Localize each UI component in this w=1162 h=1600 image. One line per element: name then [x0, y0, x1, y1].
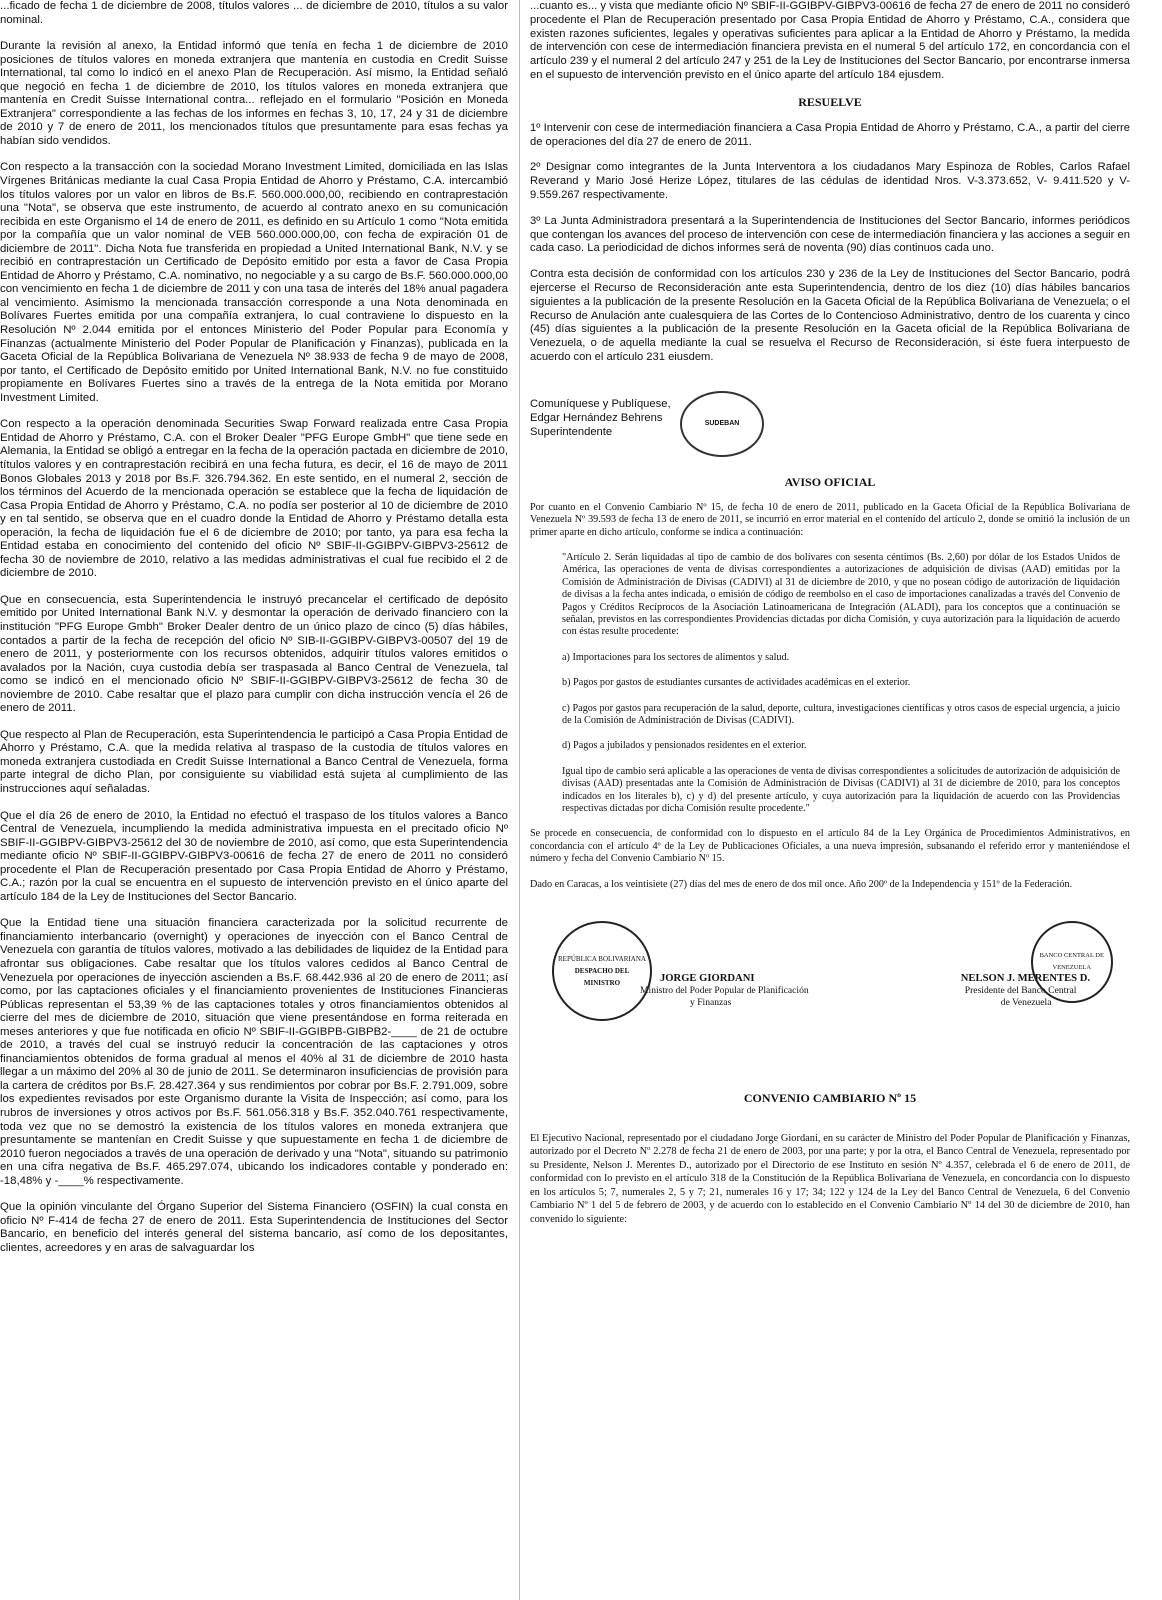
article-item-c: c) Pagos por gastos para recuperación de la salud, deporte, cultura, investigaciones científicas y otros casos de especial urgencia, a juicio de la Comisión de Administración de Divisas (CADIVI). [562, 702, 1120, 727]
left-column [0, 0, 508, 1600]
aviso-heading: AVISO OFICIAL [784, 474, 876, 489]
aviso-intro: Por cuanto en el Convenio Cambiario Nº 15, de fecha 10 de enero de 2011, publicado en la Gaceta Oficial de la República Bolivariana de Venezuela Nº 39.593 de fecha 13 de enero de 2011, se incurrió en error material en el contenido del artículo 2, donde se omitió la inclusión de un primer aparte en dicho artículo, conforme se indica a continuación: [530, 501, 1130, 538]
convenio-heading: CONVENIO CAMBIARIO Nº 15 [743, 1091, 917, 1106]
bcv-seal-text: BANCO CENTRAL DE VENEZUELA [1039, 952, 1104, 972]
right-column [530, 0, 1130, 1600]
left-signatory-title-1: Ministro del Poder Popular de Planificación [640, 985, 809, 997]
ministry-seal-text-1: DESPACHO DEL [574, 967, 630, 976]
resolution-section [530, 0, 1130, 439]
ministry-seal-text-3: REPÚBLICA BOLIVARIANA [558, 955, 646, 964]
sudeban-stamp [680, 391, 764, 457]
left-paragraph-4: Con respecto a la operación denominada Securities Swap Forward realizada entre Casa Propia Entidad de Ahorro y Préstamo, C.A. con el Broker Dealer "PFG Europe GmbH" que tiene sede en Alemania, la Entidad se obligó a entregar en la fecha de la operación pactada en diciembre de 2010, títulos valores y en contraprestación recibirá en una fecha futura, es decir, el 16 de mayo de 2011 Bonos Globales 2013 y 2018 por Bs.F. 326.794.362. En este sentido, en el numeral 2, sección de los términos del Acuerdo de la mencionada operación se establece que la fecha de liquidación de Casa Propia Entidad de Ahorro y Préstamo, C.A. no podía ser posterior al 10 de diciembre de 2010 y en tal sentido, se observa que en el cuadro donde la Entidad de Ahorro y Préstamo detalla esta operación, la fecha de liquidación fue el 6 de diciembre de 2010; por tanto, ya para esa fecha la Entidad estaba en conocimiento del contenido del oficio Nº SBIF-II-GGIBPV-GIBPV3-25612 de fecha 30 de noviembre de 2010, relativo a las medidas administrativas el cual fue recibido el 2 de diciembre de 2010. [0, 418, 508, 580]
article-item-a: a) Importaciones para los sectores de alimentos y salud. [562, 651, 790, 663]
ministry-seal [552, 921, 652, 1021]
resolution-intro: ...cuanto es... y vista que mediante oficio Nº SBIF-II-GGIBPV-GIBPV3-00616 de fecha 27 de enero de 2011 no consideró procedente el Plan de Recuperación presentado por Casa Propia Entidad de Ahorro y Préstamo, C.A., considera que existen razones suficientes, legales y operativas suficientes para aplicar a la Entidad de Ahorro y Préstamo, la medida de intervención con cese de intermediación financiera prevista en el numeral 5 del artículo 172, en concordancia con el artículo 239 y el numeral 2 del artículo 247 y 251 de la Ley de Instituciones del Sector Bancario, por encontrarse inmersa en el supuesto de intervención previsto en el único aparte del artículo 184 ejusdem. [530, 0, 1130, 81]
left-paragraph-8: Que la Entidad tiene una situación financiera caracterizada por la solicitud recurrente de financiamiento interbancario (overnight) y operaciones de inyección con el Banco Central de Venezuela con garantía de títulos valores, motivado a las debilidades de liquidez de la Entidad para afrontar sus obligaciones. Cabe resaltar que los títulos valores cedidos al Banco Central de Venezuela por operaciones de inyección ascienden a Bs.F. 68.442.936 al 20 de enero de 2011; así como, por las captaciones oficiales y el financiamiento provenientes de Instituciones Financieras Públicas representan el 53,39 % de las captaciones totales y otros financiamientos obtenidos al cierre del mes de diciembre de 2010, situación que viene presentándose en forma reiterada en meses anteriores y que fue notificada en oficio Nº SBIF-II-GGIBPB-GIBPB2-____ de 21 de octubre de 2010, a través del cual se instruyó reducir la concentración de las captaciones y otros financiamientos obtenidos de forma gradual al menos el 40% al 31 de diciembre de 2010 hasta llegar a un máximo del 20% al 30 de junio de 2011. Se determinaron insuficiencias de provisión para la cartera de créditos por Bs.F. 28.427.364 y sus rendimientos por cobrar por Bs.F. 2.791.009, sobre los expedientes revisados por este Organismo durante la Visita de Inspección; así como, para los rubros de inversiones y otros activos por Bs.F. 561.056.318 y Bs.F. 352.040.761 respectivamente, toda vez que no se demostró la existencia de los títulos valores en moneda extranjera que presuntamente se mantenían en Credit Suisse y que supuestamente en fecha 1 de diciembre de 2010 fueron negociados a través de una operación de derivado y una "Nota", situando su patrimonio en una cifra negativa de Bs.F. 465.297.074, ubicando los indicadores contable y ponderado en: -18,48% y -____% respectivamente. [0, 917, 508, 1187]
resuelve-heading: RESUELVE [798, 94, 862, 109]
right-signatory-name: NELSON J. MERENTES D. [960, 973, 1090, 985]
right-signatory-title-2: de Venezuela [1000, 997, 1052, 1009]
signatory-title: Superintendente [530, 425, 613, 438]
left-paragraph-6: Que respecto al Plan de Recuperación, esta Superintendencia le participó a Casa Propia Entidad de Ahorro y Préstamo, C.A. que la medida relativa al traspaso de la custodia de títulos valores en moneda extranjera custodiada en Credit Suisse International a Banco Central de Venezuela, forma parte integral de dicho Plan, por consiguiente su viabilidad está sujeta al cumplimiento de las instrucciones aquí señaladas. [0, 728, 508, 795]
right-signatory-title-1: Presidente del Banco Central [964, 985, 1077, 997]
sudeban-stamp-text: SUDEBAN [704, 419, 740, 427]
bcv-seal [1031, 921, 1113, 1003]
ministry-seal-text-2: MINISTRO [583, 979, 621, 988]
left-paragraph-1: ...ficado de fecha 1 de diciembre de 2008, títulos valores ... de diciembre de 2010, títulos a su valor nominal. [0, 0, 508, 26]
signature-line: Comuníquese y Publíquese, [530, 397, 671, 410]
aviso-quoted-article [562, 552, 1120, 816]
left-paragraph-5: Que en consecuencia, esta Superintendencia le instruyó precancelar el certificado de depósito emitido por United International Bank N.V. y desmontar la operación de derivado financiero con la institución "PFG Europe Gmbh" Broker Dealer dentro de un único plazo de cinco (5) días hábiles, contados a partir de la fecha de recepción del oficio Nº SIB-II-GGIBPV-GIBPV3-00507 del 19 de enero de 2011, y posteriormente con los recursos obtenidos, adquirir títulos valores emitidos o avalados por la Nación, cuya custodia debía ser traspasada al Banco Central de Venezuela, tal como se indicó en el mencionado oficio Nº SBIF-II-GGIBPV-GIBPV3-25612 de fecha 30 de noviembre de 2010. Cabe resaltar que el plazo para cumplir con dicha instrucción vencía el 26 de enero de 2011. [0, 593, 508, 715]
signatories [530, 921, 1130, 1031]
superintendent-signature [530, 397, 1130, 439]
article-2-text: "Artículo 2. Serán liquidadas al tipo de cambio de dos bolívares con sesenta céntimos (Bs. 2,60) por dólar de los Estados Unidos de América, las operaciones de venta de divisas correspondientes a autorizaciones de adquisición de divisas (AAD) emitidas por la Comisión de Administración de Divisas (CADIVI) al 31 de diciembre de 2010, y que no posean código de autorización de liquidación de divisas a la fecha antes indicada, o emisión de código de reembolso en el caso de importaciones canalizadas a través del Convenio de Pagos y Créditos Recíprocos de la Asociación Latinoamericana de Integración (ALADI), para los conceptos que a continuación se señalan, previstos en las correspondientes Providencias dictadas por dicha Comisión, y cuya autorización para la liquidación de acuerdo con éstas resulte procedente: [562, 551, 1120, 638]
left-signatory-name: JORGE GIORDANI [660, 973, 755, 985]
left-signatory-title-2: y Finanzas [690, 997, 732, 1009]
aviso-consequence: Se procede en consecuencia, de conformidad con lo dispuesto en el artículo 84 de la Ley Orgánica de Procedimientos Administrativos, en concordancia con el artículo 4º de la Ley de Publicaciones Oficiales, a una nueva impresión, subsanando el referido error y manteniéndose el número y fecha del Convenio Cambiario Nº 15. [530, 828, 1130, 865]
left-paragraph-9: Que la opinión vinculante del Órgano Superior del Sistema Financiero (OSFIN) la cual consta en oficio Nº F-414 de fecha 27 de enero de 2011. Esta Superintendencia de Instituciones del Sector Bancario, en beneficio del interés general del sistema bancario, así como de los depositantes, clientes, acreedores y en aras de salvaguardar los [0, 1201, 508, 1254]
resuelve-recourse: Contra esta decisión de conformidad con los artículos 230 y 236 de la Ley de Instituciones del Sector Bancario, podrá ejercerse el Recurso de Reconsideración ante esta Superintendencia, dentro de los diez (10) días hábiles bancarios siguientes a la publicación de la presente Resolución en la Gaceta Oficial de la República Bolivariana de Venezuela; o el Recurso de Anulación ante cualesquiera de las Cortes de lo Contencioso Administrativo, dentro de los cuarenta y cinco (45) días siguientes a la publicación de la presente Resolución en la Gaceta oficial de la República Bolivariana de Venezuela, o de aquella mediante la cual se resuelva el Recurso de Reconsideración, si éste fuera interpuesto de acuerdo con el artículo 231 eiusdem. [530, 268, 1130, 363]
convenio-body: El Ejecutivo Nacional, representado por el ciudadano Jorge Giordani, en su carácter de Ministro del Poder Popular de Planificación y Finanzas, autorizado por el Decreto Nº 2.278 de fecha 21 de enero de 2003, por una parte; y por la otra, el Banco Central de Venezuela, representado por su Presidente, Nelson J. Merentes D., autorizado por el Directorio de ese Instituto en sesión Nº 4.357, celebrada el 6 de enero de 2011, de conformidad con lo previsto en el artículo 318 de la Constitución de la República Bolivariana de Venezuela, en concordancia con lo dispuesto en los artículos 5; 7, numerales 2, 5 y 7; 21, numerales 16 y 17; 34; 122 y 124 de la Ley del Banco Central de Venezuela, 6 del Convenio Cambiario Nº 1 del 5 de febrero de 2003, y de acuerdo con lo establecido en el Convenio Cambiario Nº 14 del 30 de diciembre de 2010, han convenido lo siguiente: [530, 1133, 1130, 1225]
column-divider [519, 0, 520, 1600]
article-item-b: b) Pagos por gastos de estudiantes cursantes de actividades académicas en el exterior. [562, 677, 911, 689]
aviso-oficial-section [530, 475, 1130, 1226]
signatory-right [961, 921, 1130, 1031]
signatory-name: Edgar Hernández Behrens [530, 411, 663, 424]
article-item-d: d) Pagos a jubilados y pensionados residentes en el exterior. [562, 740, 807, 752]
resuelve-item-2: 2º Designar como integrantes de la Junta Interventora a los ciudadanos Mary Espinoza de Robles, Carlos Rafael Reverand y Mario José Herize López, titulares de las cédulas de identidad Nros. V-3.373.652, V- 9.411.520 y V- 9.559.267 respectivamente. [530, 161, 1130, 201]
left-paragraph-2: Durante la revisión al anexo, la Entidad informó que tenía en fecha 1 de diciembre de 2010 posiciones de títulos valores en moneda extranjera que mantenía en custodia en Credit Suisse International, tal como lo indicó en el anexo Plan de Recuperación. Así mismo, la Entidad señaló que negoció en fecha 1 de diciembre de 2010, los títulos valores en moneda extranjera que mantenía en Credit Suisse International contra... reflejado en el formulario "Posición en Moneda Extranjera" correspondiente a las fechas de los informes en fechas 3, 10, 17, 24 y 31 de diciembre de 2010 y 7 de enero de 2011, los mencionados títulos que presuntamente para esas fechas ya habían sido vendidos. [0, 40, 508, 147]
left-paragraph-3: Con respecto a la transacción con la sociedad Morano Investment Limited, domiciliada en las Islas Vírgenes Británicas mediante la cual Casa Propia Entidad de Ahorro y Préstamo, C.A. intercambió los títulos valores por un valor en libros de Bs.F. 560.000.000,00, recibiendo en contraprestación una "Nota", se observa que este instrumento, de acuerdo al contrato anexo en su comunicación recibida en este Organismo el 14 de enero de 2011, es definido en su Artículo 1 como "Nota emitida por la compañía que un valor nominal de VEB 560.000.000,00, con fecha de expiración 01 de diciembre de 2011". Dicha Nota fue transferida en propiedad a United International Bank, N.V. y se recibió en contraprestación un Certificado de Depósito emitido por esta a favor de Casa Propia Entidad de Ahorro y Préstamo, C.A. nominativo, no negociable y a su cargo de Bs.F. 560.000.000,00 con vencimiento en fecha 1 de diciembre de 2011 y con una tasa de interés del 18% anual pagadera al vencimiento. Asimismo la mencionada transacción corresponde a una Nota denominada en Bolívares Fuertes emitida por una compañía extranjera, lo cual contraviene lo dispuesto en la Resolución Nº 2.044 emitida por el entonces Ministerio del Poder Popular para Economía y Finanzas (actualmente Ministerio del Poder Popular de Planificación y Finanzas), publicada en la Gaceta Oficial de la República Bolivariana de Venezuela Nº 38.933 de fecha 9 de mayo de 2008, por tanto, el Certificado de Depósito emitido por United International Bank, N.V. no fue constituido propiamente en Bolívares Fuertes sino a través de la entrega de la Nota emitida por Morano Investment Limited. [0, 161, 508, 404]
aviso-dado: Dado en Caracas, a los veintisiete (27) días del mes de enero de dos mil once. Año 200º de la Independencia y 151º de la Federación. [530, 878, 1073, 890]
resuelve-item-1: 1º Intervenir con cese de intermediación financiera a Casa Propia Entidad de Ahorro y Préstamo, C.A., a partir del cierre de operaciones del día 27 de enero de 2011. [530, 121, 1130, 148]
signatory-left [558, 921, 809, 1031]
article-equal-rate: Igual tipo de cambio será aplicable a las operaciones de venta de divisas correspondientes a solicitudes de autorización de adquisición de divisas (AAD) presentadas ante la Comisión de Administración de Divisas (CADIVI) al 31 de diciembre de 2010, para los conceptos indicados en los literales b), c) y d) del presente artículo, y cuya autorización para la liquidación de acuerdo con las Providencias respectivas dictadas por dicha Comisión resulte procedente." [562, 765, 1120, 815]
left-paragraph-7: Que el día 26 de enero de 2010, la Entidad no efectuó el traspaso de los títulos valores a Banco Central de Venezuela, incumpliendo la medida administrativa impuesta en el precitado oficio Nº SBIF-II-GGIBPV-GIBPV3-25612 del 30 de noviembre de 2010, así como, que esta Superintendencia mediante oficio Nº SBIF-II-GGIBPV-GIBPV3-00616 de fecha 27 de enero de 2011 no consideró procedente el Plan de Recuperación presentado por Casa Propia Entidad de Ahorro y Préstamo, C.A.; razón por la cual se encuentra en el supuesto de intervención previsto en el único aparte del artículo 184 de la Ley de Instituciones del Sector Bancario. [0, 809, 508, 903]
resuelve-item-3: 3º La Junta Administradora presentará a la Superintendencia de Instituciones del Sector Bancario, informes periódicos que contengan los avances del proceso de intervención con cese de intermediación financiera y las acciones a seguir en cada caso. La periodicidad de dichos informes será de noventa (90) días continuos cada uno. [530, 214, 1130, 255]
